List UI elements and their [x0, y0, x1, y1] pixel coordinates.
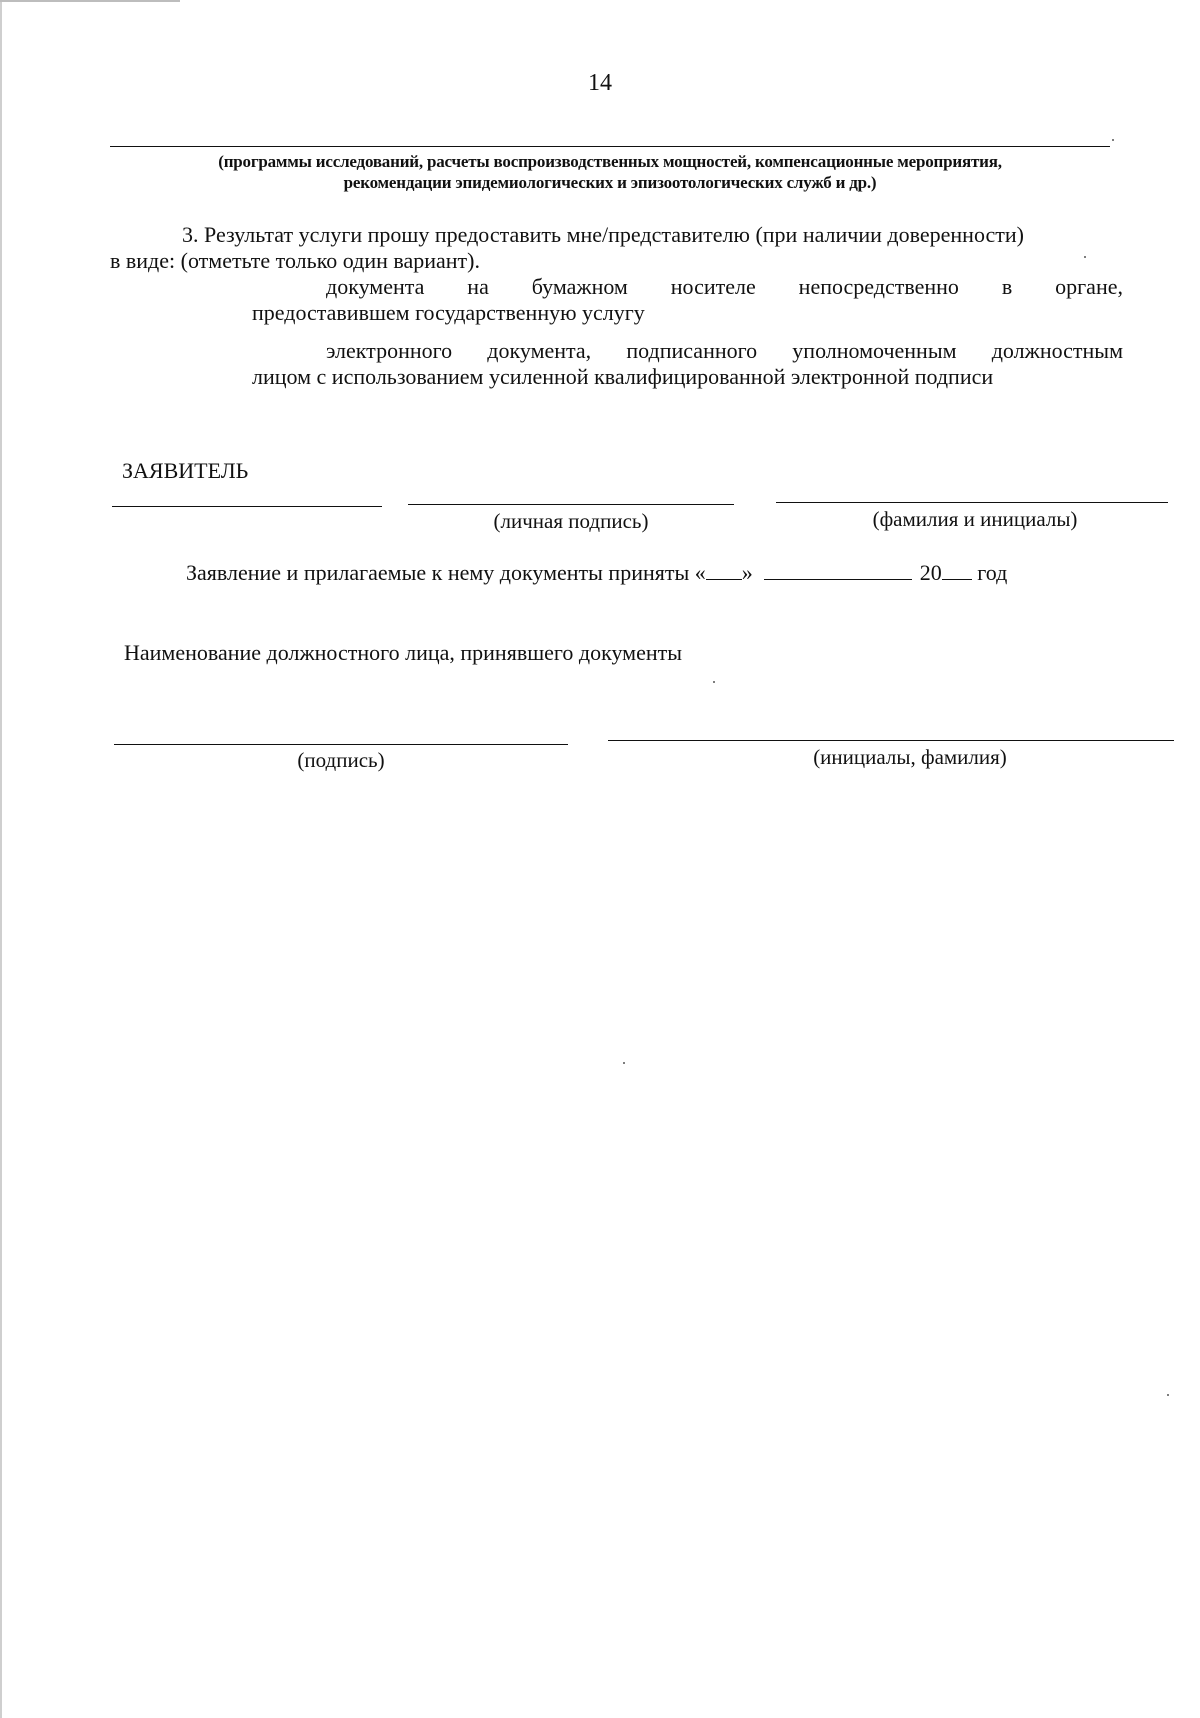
scan-edge-left: [0, 0, 2, 1718]
applicant-line-1: [112, 506, 382, 507]
scan-edge-top: [0, 0, 180, 2]
scan-speck-2: [623, 1062, 625, 1064]
note-line-2: рекомендации эпидемиологических и эпизоотологических служб и др.): [343, 173, 877, 192]
option-paper-line-2: предоставившем государственную услугу: [252, 300, 645, 325]
official-signature-line: [114, 744, 568, 745]
option-electronic-line-2: лицом с использованием усиленной квалифицированной электронной подписи: [252, 364, 994, 389]
section3-line-1: 3. Результат услуги прошу предоставить мне/представителю (при наличии доверенности): [182, 222, 1024, 247]
applicant-heading: ЗАЯВИТЕЛЬ: [122, 458, 249, 483]
acceptance-line: [186, 560, 1146, 586]
page-number: 14: [588, 70, 612, 96]
option-paper-line-1: документа на бумажном носителе непосредственно в органе,: [326, 274, 1123, 299]
option-electronic-line-1: электронного документа, подписанного уполномоченным должностным: [326, 338, 1123, 363]
applicant-name-caption: (фамилия и инициалы): [872, 507, 1078, 531]
applicant-signature-line: [408, 504, 734, 505]
acceptance-year-suffix: год: [977, 560, 1008, 585]
note-line-1: (программы исследований, расчеты воспроизводственных мощностей, компенсационные мероприятия,: [218, 152, 1002, 171]
official-name-caption: (инициалы, фамилия): [813, 745, 1007, 769]
applicant-name-line: [776, 502, 1168, 503]
top-fill-line: [110, 146, 1110, 147]
scan-speck-4: [1084, 256, 1086, 258]
official-name-line: [608, 740, 1174, 741]
section3-line-2: в виде: (отметьте только один вариант).: [110, 248, 480, 273]
official-signature-caption: (подпись): [297, 748, 385, 772]
acceptance-year-blank: [942, 561, 972, 580]
acceptance-year-prefix: 20: [919, 560, 942, 585]
top-fill-line-period: [1112, 139, 1114, 141]
scan-speck-3: [1167, 1394, 1169, 1396]
official-heading: Наименование должностного лица, принявшего документы: [124, 640, 683, 665]
scan-speck-1: [713, 681, 715, 683]
acceptance-month-blank: [764, 561, 912, 580]
acceptance-quote-close: »: [741, 560, 753, 585]
acceptance-text: Заявление и прилагаемые к нему документы приняты «: [186, 560, 706, 585]
applicant-signature-caption: (личная подпись): [493, 509, 649, 533]
acceptance-day-blank: [706, 561, 742, 580]
note-caption: [110, 151, 1110, 193]
